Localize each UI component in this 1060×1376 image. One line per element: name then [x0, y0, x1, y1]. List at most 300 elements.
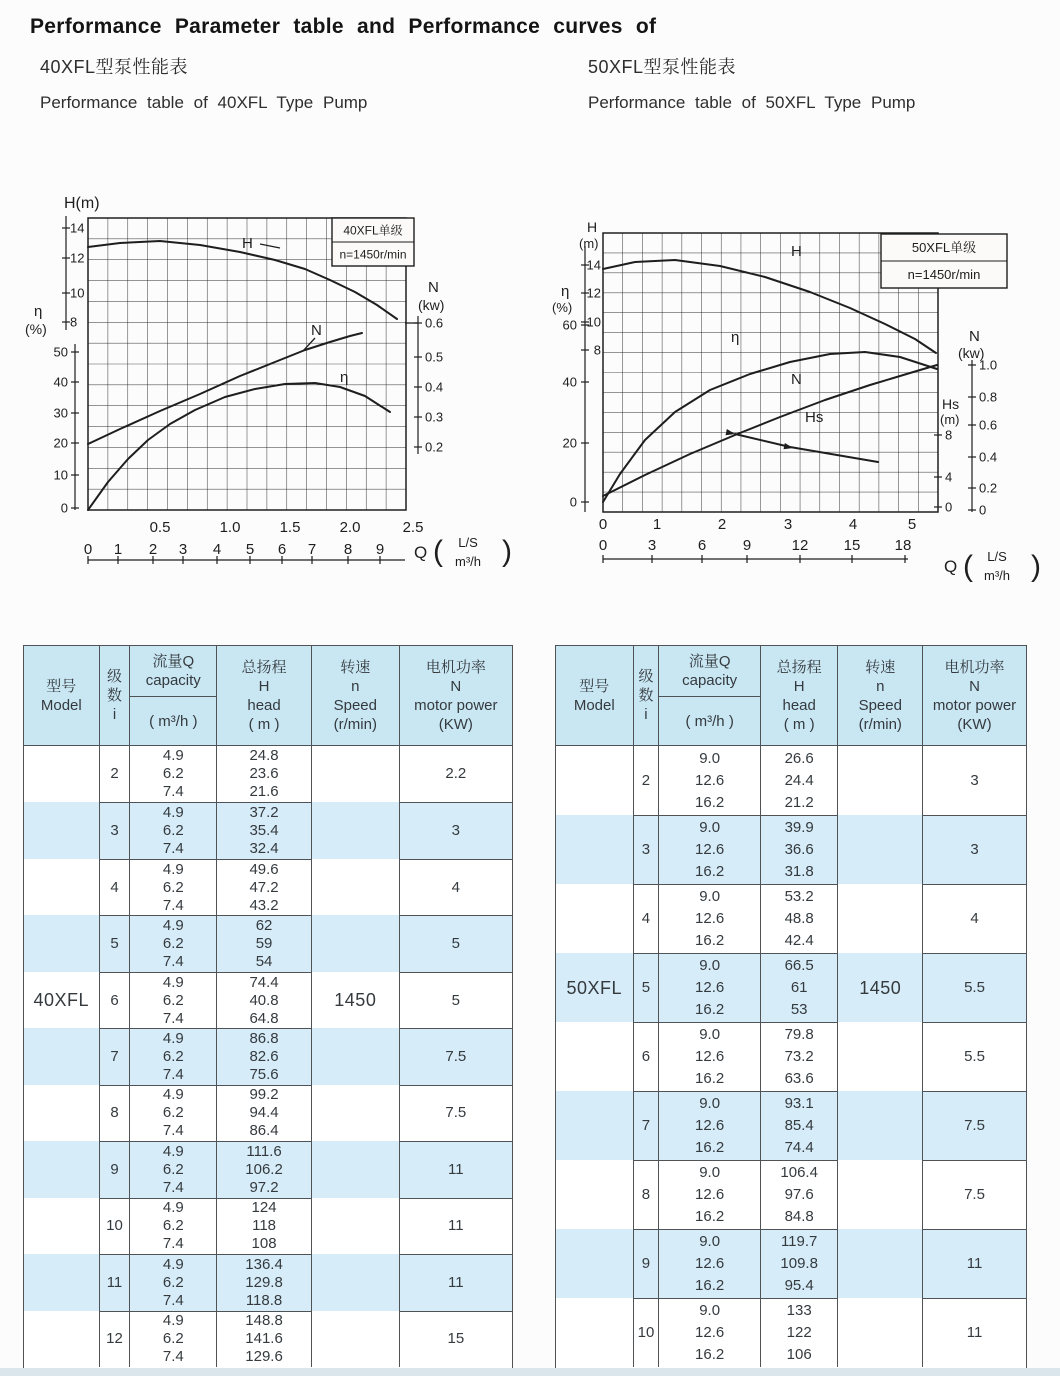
header-line: (r/min): [858, 715, 902, 733]
tick-label: 5: [907, 516, 917, 533]
table-row: [556, 746, 1026, 815]
tick-label: 40: [562, 374, 577, 390]
model-cell: [24, 746, 100, 802]
model-cell: [24, 859, 100, 915]
capacity-value: 4.9: [162, 860, 184, 878]
tick-label: 0.3: [425, 409, 444, 425]
header-capacity: [130, 646, 217, 745]
performance-curves-chart-50xfl: [545, 188, 1060, 613]
tick-label: 9: [375, 541, 385, 558]
power-cell: 4: [400, 859, 512, 915]
capacity-value: 4.9: [162, 1199, 184, 1217]
capacity-value: 4.9: [162, 1029, 184, 1047]
head-cell: [217, 915, 312, 971]
curve-eta: [88, 383, 390, 510]
capacity-value: 12.6: [695, 1117, 725, 1134]
capacity-value: 9.0: [699, 888, 721, 905]
stage-cell: 8: [634, 1160, 660, 1229]
header-line: (KW): [438, 715, 473, 733]
page-title: Performance Parameter table and Performance curves of: [30, 15, 657, 39]
power-cell: 7.5: [923, 1091, 1026, 1160]
tick-label: 2.5: [402, 519, 424, 536]
head-cell: [761, 1160, 839, 1229]
tick-label: 0.4: [979, 449, 998, 465]
head-value: 61: [790, 979, 808, 996]
performance-table-50xfl: [555, 645, 1027, 1369]
tick-label: 8: [343, 541, 353, 558]
head-value: 59: [255, 935, 273, 953]
capacity-value: 7.4: [162, 783, 184, 801]
table-row: [556, 815, 1026, 884]
table-row: [556, 953, 1026, 1022]
header-line: 级: [106, 668, 122, 685]
capacity-cell: [130, 1028, 217, 1084]
stage-cell: 8: [100, 1085, 131, 1141]
header-power: [400, 646, 512, 745]
chart-label: L/S: [458, 535, 478, 550]
table-row: [556, 1022, 1026, 1091]
header-line: 型号: [46, 677, 77, 695]
tick-label: 14: [586, 257, 601, 273]
capacity-value: 4.9: [162, 1255, 184, 1273]
header-capacity-unit: ( m³/h ): [149, 712, 198, 730]
header-line: 数: [638, 687, 654, 704]
table-row: [556, 1160, 1026, 1229]
head-value: 136.4: [245, 1255, 283, 1273]
capacity-cell: [659, 1091, 761, 1160]
stage-cell: 7: [634, 1091, 660, 1160]
capacity-cell: [659, 746, 761, 815]
stage-cell: 10: [634, 1298, 660, 1367]
capacity-value: 6.2: [162, 878, 184, 896]
capacity-value: 9.0: [699, 1233, 721, 1250]
tick-label: 10: [586, 314, 601, 330]
speed-cell: [838, 746, 923, 815]
head-value: 73.2: [784, 1048, 814, 1065]
tick-label: 60: [562, 317, 577, 333]
power-cell: 7.5: [400, 1028, 512, 1084]
model-cell: [556, 1091, 634, 1160]
chart-label: N: [969, 328, 980, 345]
chart-label: Q: [944, 557, 958, 576]
speed-cell: [312, 859, 400, 915]
capacity-value: 6.2: [162, 991, 184, 1009]
power-cell: 2.2: [445, 765, 467, 783]
chart-label: (kw): [958, 345, 985, 361]
head-value: 95.4: [784, 1277, 814, 1294]
head-value: 32.4: [249, 840, 279, 858]
tick-label: 9: [742, 537, 752, 554]
tick-label: 0.6: [425, 315, 444, 331]
header-line: 总扬程: [241, 658, 287, 676]
capacity-value: 12.6: [695, 841, 725, 858]
capacity-value: 16.2: [695, 1001, 725, 1018]
chart-label: (m): [940, 412, 960, 427]
performance-curves-chart-40xfl: [20, 168, 530, 618]
capacity-value: 12.6: [695, 1324, 725, 1341]
capacity-value: 9.0: [699, 1302, 721, 1319]
head-value: 129.8: [245, 1273, 283, 1291]
capacity-cell: [130, 915, 217, 971]
model-cell: [556, 815, 634, 884]
head-value: 47.2: [249, 878, 279, 896]
speed-cell: [838, 1022, 923, 1091]
model-cell: [24, 915, 100, 971]
tick-label: 0: [598, 516, 608, 533]
stage-cell: 6: [634, 1022, 660, 1091]
capacity-value: 12.6: [695, 771, 725, 789]
head-value: 79.8: [784, 1026, 814, 1043]
chart-label: L/S: [987, 549, 1007, 564]
header-line: n: [351, 677, 360, 695]
capacity-value: 6.2: [162, 765, 184, 783]
capacity-value: 7.4: [162, 1122, 184, 1140]
chart-label: Q: [414, 543, 428, 562]
head-cell: [217, 1311, 312, 1367]
head-value: 66.5: [784, 957, 814, 974]
capacity-cell: [130, 1141, 217, 1197]
capacity-cell: [659, 1229, 761, 1298]
head-value: 99.2: [249, 1086, 279, 1104]
head-value: 21.6: [249, 783, 279, 801]
capacity-value: 9.0: [699, 1164, 721, 1181]
model-cell: [556, 884, 634, 953]
stage-cell: 6: [100, 972, 131, 1028]
tick-label: 3: [647, 537, 657, 554]
capacity-value: 12.6: [695, 1186, 725, 1203]
header-line: 转速: [865, 658, 896, 676]
head-cell: [761, 884, 839, 953]
capacity-cell: [659, 1022, 761, 1091]
capacity-cell: [659, 815, 761, 884]
section-title-cn: 50XFL型泵性能表: [588, 57, 737, 77]
head-value: 53.2: [784, 888, 814, 905]
tick-label: 8: [70, 314, 78, 330]
head-cell: [761, 746, 839, 815]
tick-label: 10: [53, 467, 68, 483]
tick-label: 10: [70, 285, 85, 301]
capacity-value: 4.9: [162, 1312, 184, 1330]
capacity-value: 4.9: [162, 804, 184, 822]
head-value: 106.4: [780, 1164, 818, 1181]
head-cell: [217, 972, 312, 1028]
stage-cell: 2: [100, 746, 131, 802]
chart-label: (%): [25, 321, 47, 337]
tick-label: 0.2: [979, 480, 998, 496]
power-cell: 15: [400, 1311, 512, 1367]
stage-cell: 12: [100, 1311, 131, 1367]
head-value: 64.8: [249, 1009, 279, 1027]
curve-Hs: [735, 434, 878, 462]
model-cell: [24, 1198, 100, 1254]
table-row: [24, 1141, 512, 1197]
model-cell: [24, 802, 100, 858]
head-value: 109.8: [780, 1255, 818, 1272]
capacity-value: 7.4: [162, 1291, 184, 1309]
header-stage: [634, 646, 660, 745]
head-value: 75.6: [249, 1065, 279, 1083]
tick-label: 0.5: [425, 349, 444, 365]
tick-label: 4: [848, 516, 858, 533]
table-row: [24, 859, 512, 915]
tick-label: 18: [894, 537, 912, 554]
tick-label: 20: [562, 435, 577, 451]
tick-label: 1.0: [979, 357, 998, 373]
table-row: [556, 1298, 1026, 1367]
table-row: [24, 1311, 512, 1367]
speed-cell: [838, 884, 923, 953]
head-value: 93.1: [784, 1095, 814, 1112]
speed-cell: 1450: [838, 953, 923, 1022]
tick-label: 20: [53, 435, 68, 451]
header-line: (r/min): [333, 715, 377, 733]
header-line: capacity: [682, 672, 738, 689]
head-value: 82.6: [249, 1047, 279, 1065]
tick-label: 1.5: [279, 519, 301, 536]
head-value: 42.4: [784, 932, 814, 949]
model-cell: [556, 1298, 634, 1367]
capacity-value: 6.2: [162, 1217, 184, 1235]
tick-label: 0.5: [149, 519, 171, 536]
speed-cell: [312, 802, 400, 858]
head-value: 54: [255, 953, 273, 971]
tick-label: 1: [652, 516, 662, 533]
head-cell: [761, 1298, 839, 1367]
head-cell: [217, 1028, 312, 1084]
head-value: 111.6: [246, 1142, 282, 1160]
tick-label: 50: [53, 344, 68, 360]
power-cell: 11: [400, 1198, 512, 1254]
head-value: 62: [255, 917, 273, 935]
capacity-value: 12.6: [695, 979, 725, 996]
chart-label: m³/h: [984, 568, 1010, 583]
tick-label: 5: [245, 541, 255, 558]
capacity-cell: [659, 884, 761, 953]
header-line: 级: [638, 668, 654, 685]
header-speed: [838, 646, 923, 745]
power-cell: 3: [970, 771, 979, 789]
capacity-value: 4.9: [162, 917, 184, 935]
tick-label: 0: [979, 502, 987, 518]
model-cell: [556, 1022, 634, 1091]
stage-cell: 5: [100, 915, 131, 971]
head-cell: [217, 1141, 312, 1197]
head-value: 118: [252, 1217, 277, 1235]
head-cell: [761, 815, 839, 884]
chart-label: N: [791, 371, 802, 388]
head-value: 21.2: [784, 793, 814, 811]
capacity-value: 12.6: [695, 1048, 725, 1065]
section-title-cn: 40XFL型泵性能表: [40, 57, 189, 77]
header-model: [24, 646, 100, 745]
header-line: ( m ): [783, 715, 815, 733]
capacity-value: 4.9: [162, 747, 184, 765]
header-line: motor power: [932, 696, 1017, 714]
tick-label: 0.8: [979, 389, 998, 405]
capacity-value: 7.4: [162, 1235, 184, 1253]
stage-cell: 4: [100, 859, 131, 915]
head-value: 49.6: [249, 860, 279, 878]
header-line: 流量Q: [688, 653, 731, 670]
capacity-value: 7.4: [162, 1009, 184, 1027]
power-cell: 11: [923, 1229, 1026, 1298]
capacity-cell: [130, 1085, 217, 1141]
capacity-value: 4.9: [162, 973, 184, 991]
header-line: H: [793, 677, 805, 695]
chart-label: H: [587, 219, 598, 235]
stage-cell: 9: [100, 1141, 131, 1197]
section-title-en: Performance table of 40XFL Type Pump: [40, 93, 368, 112]
chart-label: η: [561, 283, 570, 300]
stage-cell: 3: [634, 815, 660, 884]
table-row: [24, 1028, 512, 1084]
model-cell: [24, 1141, 100, 1197]
head-value: 23.6: [249, 765, 279, 783]
stage-cell: 11: [100, 1254, 131, 1310]
capacity-cell: [659, 1160, 761, 1229]
header-line: head: [782, 696, 816, 714]
speed-cell: [312, 1141, 400, 1197]
head-value: 133: [786, 1302, 812, 1319]
chart-label: H: [242, 235, 253, 252]
capacity-value: 12.6: [695, 1255, 725, 1272]
speed-cell: [838, 815, 923, 884]
table-row: [24, 972, 512, 1028]
tick-label: 0.2: [425, 439, 444, 455]
chart-label: (%): [552, 300, 573, 315]
head-value: 84.8: [784, 1208, 814, 1225]
table-row: [24, 1198, 512, 1254]
tick-label: 0.6: [979, 417, 998, 433]
header-line: N: [450, 677, 462, 695]
head-value: 141.6: [245, 1330, 283, 1348]
capacity-value: 7.4: [162, 1178, 184, 1196]
head-value: 106: [786, 1346, 812, 1363]
table-row: [556, 884, 1026, 953]
speed-cell: [312, 1311, 400, 1367]
power-cell: 4: [923, 884, 1026, 953]
table-row: [24, 915, 512, 971]
tick-label: 8: [593, 342, 601, 358]
power-cell: 11: [400, 1254, 512, 1310]
header-line: 流量Q: [152, 653, 195, 670]
capacity-value: 7.4: [162, 896, 184, 914]
chart-label: H(m): [64, 195, 100, 212]
section-header-50xfl: [588, 53, 915, 113]
speed-cell: [312, 1198, 400, 1254]
capacity-value: 16.2: [695, 1277, 725, 1294]
capacity-cell: [130, 1198, 217, 1254]
head-value: 24.8: [249, 747, 279, 765]
head-value: 86.8: [249, 1029, 279, 1047]
table-row: [556, 1229, 1026, 1298]
speed-cell: [312, 1028, 400, 1084]
tick-label: 0: [83, 541, 93, 558]
header-capacity-unit: ( m³/h ): [685, 712, 734, 730]
tick-label: 2.0: [339, 519, 361, 536]
tick-label: 0: [945, 499, 953, 515]
head-value: 39.9: [784, 819, 814, 836]
model-cell: [556, 1229, 634, 1298]
chart-label: (kw): [418, 297, 445, 313]
capacity-value: 16.2: [695, 1346, 725, 1363]
chart-label: m³/h: [455, 554, 481, 569]
table-header: [556, 646, 1026, 746]
tick-label: 0: [598, 537, 608, 554]
head-cell: [217, 746, 312, 802]
capacity-cell: [130, 1254, 217, 1310]
model-cell: [24, 1311, 100, 1367]
tick-label: 0: [60, 500, 68, 516]
tick-label: 8: [945, 427, 953, 443]
head-value: 94.4: [249, 1104, 279, 1122]
stage-cell: 7: [100, 1028, 131, 1084]
speed-cell: [838, 1091, 923, 1160]
power-cell: 7.5: [923, 1160, 1026, 1229]
head-value: 26.6: [784, 749, 814, 767]
header-line: 型号: [579, 677, 610, 695]
tick-label: 6: [697, 537, 707, 554]
header-line: head: [247, 696, 281, 714]
head-value: 97.2: [249, 1178, 279, 1196]
capacity-value: 6.2: [162, 1047, 184, 1065]
stage-cell: 10: [100, 1198, 131, 1254]
header-stage: [100, 646, 131, 745]
curve-N: [603, 365, 937, 496]
page-bottom-strip: [0, 1368, 1060, 1376]
tick-label: 4: [945, 469, 953, 485]
speed-cell: [312, 915, 400, 971]
tick-label: 12: [586, 285, 601, 301]
head-value: 129.6: [245, 1348, 283, 1366]
head-value: 106.2: [245, 1160, 283, 1178]
table-row: [24, 1085, 512, 1141]
annotation-text: n=1450r/min: [907, 267, 981, 283]
head-cell: [761, 953, 839, 1022]
head-value: 85.4: [784, 1117, 814, 1134]
header-line: Model: [40, 696, 82, 714]
chart-label: η: [731, 329, 740, 346]
head-cell: [217, 802, 312, 858]
capacity-value: 9.0: [699, 1095, 721, 1112]
tick-label: 7: [307, 541, 317, 558]
head-value: 31.8: [784, 863, 814, 880]
head-value: 53: [790, 1001, 808, 1018]
capacity-value: 12.6: [695, 910, 725, 927]
head-cell: [217, 1198, 312, 1254]
chart-label: N: [428, 279, 439, 296]
chart-label: η: [340, 369, 349, 386]
tick-label: 14: [70, 220, 85, 236]
capacity-value: 7.4: [162, 1348, 184, 1366]
tick-label: 6: [277, 541, 287, 558]
table-row: [24, 746, 512, 802]
tick-label: 12: [791, 537, 809, 554]
table-row: [24, 1254, 512, 1310]
capacity-value: 6.2: [162, 935, 184, 953]
tick-label: 3: [783, 516, 793, 533]
annotation-text: 50XFL单级: [911, 240, 977, 256]
speed-cell: 1450: [312, 972, 400, 1028]
capacity-value: 6.2: [162, 1104, 184, 1122]
header-line: Model: [573, 696, 615, 714]
tick-label: 0.4: [425, 379, 444, 395]
power-cell: 7.5: [400, 1085, 512, 1141]
power-cell: 11: [923, 1298, 1026, 1367]
capacity-value: 16.2: [695, 932, 725, 949]
head-value: 43.2: [249, 896, 279, 914]
performance-table-40xfl: [23, 645, 513, 1369]
